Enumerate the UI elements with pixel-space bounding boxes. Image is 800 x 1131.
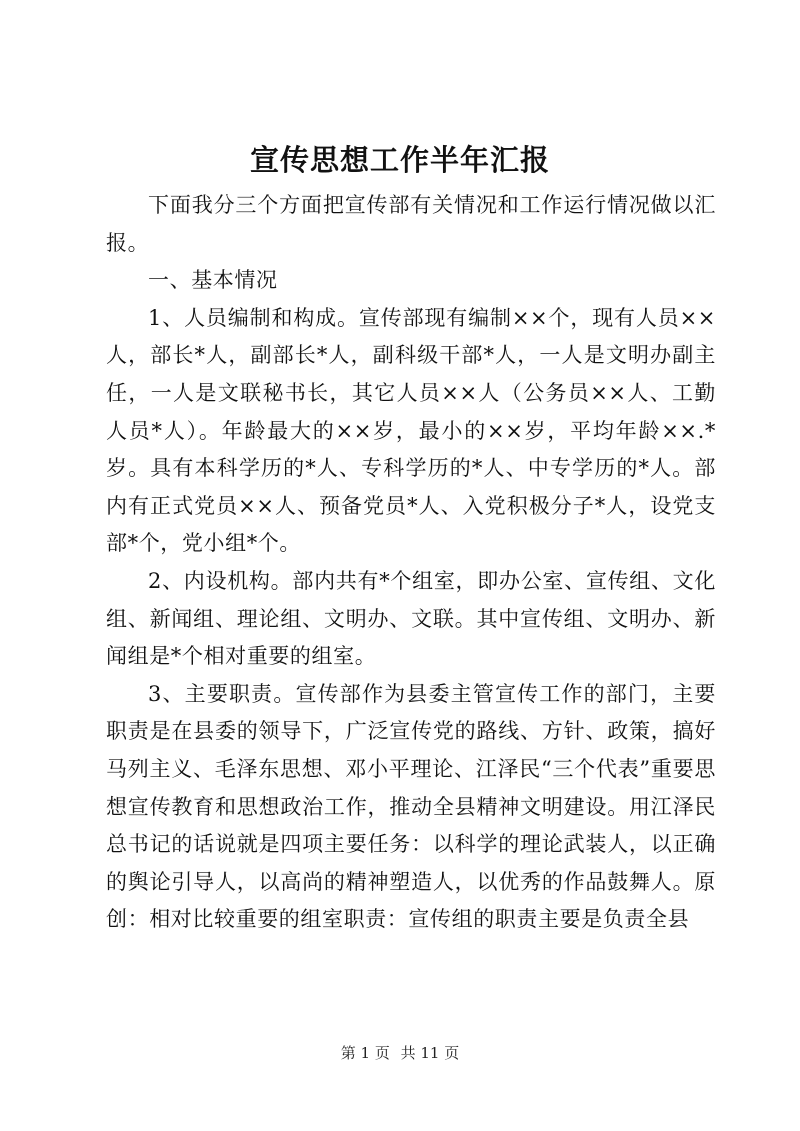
document-body	[106, 187, 716, 939]
paragraph-intro: 下面我分三个方面把宣传部有关情况和工作运行情况做以汇报。	[106, 193, 716, 255]
document-title: 宣传思想工作半年汇报	[249, 143, 550, 177]
section-heading-basic: 一、基本情况	[148, 268, 278, 293]
total-pages: 共 11 页	[400, 1044, 460, 1062]
paragraph-duties: 3、主要职责。宣传部作为县委主管宣传工作的部门，主要职责是在县委的领导下，广泛宣传党的路线、方针、政策，搞好马列主义、毛泽东思想、邓小平理论、江泽民“三个代表”重要思想宣传教育和思想政治工作，推动全县精神文明建设。用江泽民总书记的话说就是四项主要任务：以科学的理论武装人，以正确的舆论引导人，以高尚的精神塑造人，以优秀的作品鼓舞人。原创：相对比较重要的组室职责：宣传组的职责主要是负责全县	[106, 681, 716, 932]
paragraph-staffing: 1、人员编制和构成。宣传部现有编制××个，现有人员××人，部长*人，副部长*人，副科级干部*人，一人是文明办副主任，一人是文联秘书长，其它人员××人（公务员××人、工勤人员*人）。年龄最大的××岁，最小的××岁，平均年龄××.*岁。具有本科学历的*人、专科学历的*人、中专学历的*人。部内有正式党员××人、预备党员*人、入党积极分子*人，设党支部*个，党小组*个。	[106, 305, 716, 556]
page-number: 第 1 页	[340, 1044, 390, 1062]
page-footer	[0, 1043, 800, 1063]
paragraph-departments: 2、内设机构。部内共有*个组室，即办公室、宣传组、文化组、新闻组、理论组、文明办、文联。其中宣传组、文明办、新闻组是*个相对重要的组室。	[106, 568, 716, 669]
